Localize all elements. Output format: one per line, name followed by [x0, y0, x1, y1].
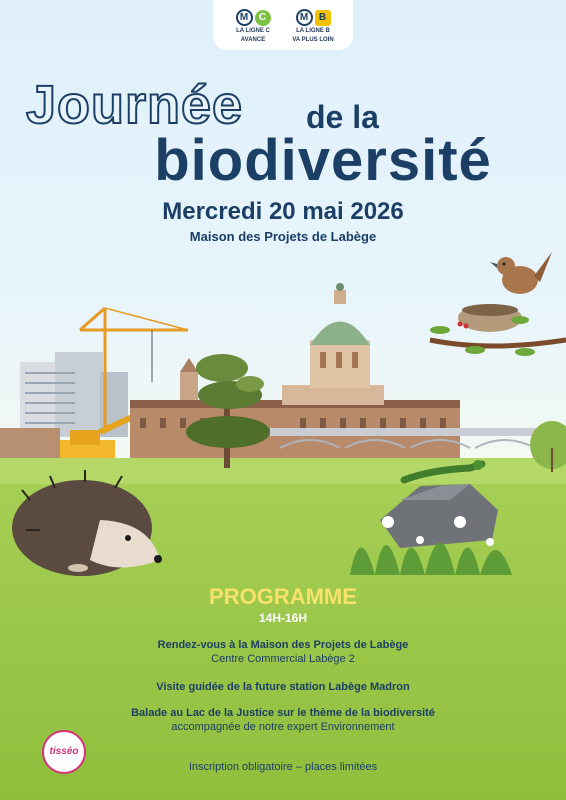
- program-item-title: Balade au Lac de la Justice sur le thème de la biodiversité: [131, 707, 435, 719]
- line-c-caption-2: AVANCE: [240, 37, 266, 43]
- event-date: Mercredi 20 mai 2026: [162, 198, 404, 225]
- wren-bird-illustration: [490, 252, 552, 294]
- event-venue: Maison des Projets de Labège: [189, 229, 377, 244]
- line-b-icon: B: [315, 10, 331, 26]
- metro-m-icon: M: [236, 9, 253, 26]
- program-item-subtitle: Centre Commercial Labège 2: [211, 653, 355, 665]
- title-line-1: Journée: [26, 75, 244, 135]
- program-hours: 14H-16H: [258, 611, 308, 625]
- bird-nest-illustration: [430, 304, 566, 356]
- line-b-caption-1: LA LIGNE B: [296, 28, 330, 34]
- registration-note: Inscription obligatoire – places limitées: [188, 761, 378, 773]
- program-item: [0, 638, 566, 666]
- metro-m-icon: M: [296, 9, 313, 26]
- title-line-2: de la: [306, 99, 379, 135]
- line-c-caption-1: LA LIGNE C: [236, 28, 270, 34]
- hedgehog-illustration: [12, 470, 162, 576]
- program-item-subtitle: accompagnée de notre expert Environnement: [171, 721, 395, 733]
- title-line-3: biodiversité: [154, 128, 492, 193]
- program-item: [0, 706, 566, 734]
- program-item-title: Visite guidée de la future station Labège Madron: [156, 681, 410, 693]
- program-item-title: Rendez-vous à la Maison des Projets de Labège: [157, 639, 409, 651]
- line-b-caption-2: VA PLUS LOIN: [292, 37, 334, 43]
- line-c-icon: C: [255, 10, 271, 26]
- tisseo-logo-text: tisséo: [49, 746, 79, 757]
- program-heading: PROGRAMME: [209, 584, 357, 609]
- program-item: [0, 680, 566, 694]
